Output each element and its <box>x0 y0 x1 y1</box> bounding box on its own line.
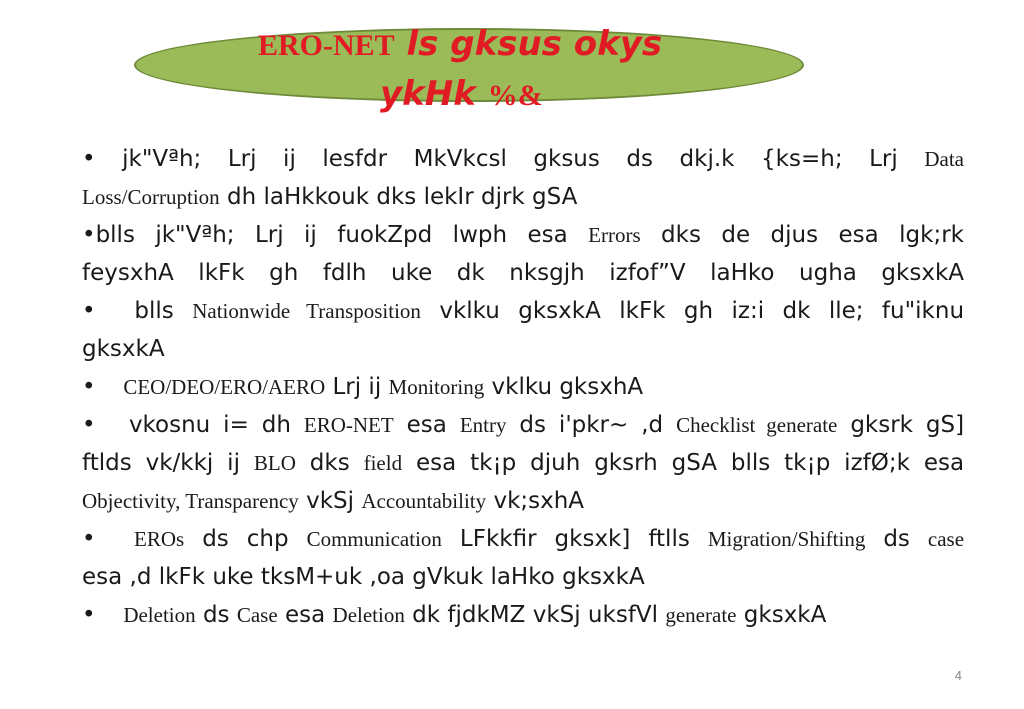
line-text: feysxhA lkFk gh fdlh uke dk nksgjh izfof”V laHko ugha gksxkA <box>82 260 964 286</box>
line-text: esa ,d lkFk uke tksM+uk ,oa gVkuk laHko gksxkA <box>82 564 645 590</box>
line-text: BLO <box>253 451 296 475</box>
body-line-10 <box>82 482 964 520</box>
line-text: gksxkA <box>82 336 165 362</box>
line-text: Objectivity, Transparency <box>82 489 299 513</box>
line-text: ds <box>202 602 230 628</box>
line-text: EROs <box>134 527 185 551</box>
body-line-5 <box>82 292 964 330</box>
slide-title-line1 <box>258 24 778 66</box>
line-text: Checklist generate <box>676 413 838 437</box>
line-text: gksxkA <box>743 602 827 628</box>
line-text: dh laHkkouk dks lekIr djrk gSA <box>226 184 578 210</box>
line-text: Lrj ij <box>332 374 382 400</box>
slide-title-line2 <box>380 74 640 118</box>
body-line-3 <box>82 216 964 254</box>
line-text: Migration/Shifting <box>707 527 866 551</box>
line-text: Accountability <box>361 489 487 513</box>
line-text: Deletion <box>332 603 405 627</box>
line-text: dks de djus esa lgk;rk <box>661 222 964 248</box>
line-text: Entry <box>459 413 507 437</box>
line-text: ds i'pkr~ ,d <box>519 412 664 438</box>
body-line-13 <box>82 596 964 634</box>
line-text: vkosnu i= dh <box>128 412 291 438</box>
line-text: dks <box>309 450 350 476</box>
line-text: dk fjdkMZ vkSj uksfVl <box>412 602 659 628</box>
line-text: •blls jk"Vªh; Lrj ij fuokZpd lwph esa <box>82 222 568 248</box>
line-text: vk;sxhA <box>493 488 585 514</box>
line-text: • jk"Vªh; Lrj ij lesfdr MkVkcsl gksus ds dkj.k {ks=h; Lrj <box>82 146 898 172</box>
title-text-a: ls gksus okys <box>406 24 663 64</box>
line-text: Data <box>924 147 964 171</box>
line-text: esa tk¡p djuh gksrh gSA blls tk¡p izfØ;k esa <box>415 450 965 476</box>
line-text: ftlds vk/kkj ij <box>82 450 240 476</box>
title-ero-net: ERO-NET <box>258 29 395 62</box>
line-text: vklku gksxhA <box>491 374 644 400</box>
bullet: • <box>82 298 96 324</box>
line-text: vklku gksxkA lkFk gh iz:i dk lle; fu"iknu <box>439 298 965 324</box>
line-text: Nationwide Transposition <box>192 299 421 323</box>
line-text: field <box>363 451 403 475</box>
line-text: generate <box>665 603 737 627</box>
line-text: blls <box>134 298 174 324</box>
line-text: gksrk gS] <box>850 412 965 438</box>
line-text: case <box>927 527 965 551</box>
line-text: ERO-NET <box>303 413 394 437</box>
line-text: vkSj <box>306 488 355 514</box>
line-text: Loss/Corruption <box>82 185 220 209</box>
bullet: • <box>82 412 96 438</box>
body-line-6 <box>82 330 964 368</box>
line-text: Communication <box>306 527 442 551</box>
line-text: Errors <box>588 223 641 247</box>
page-number: 4 <box>954 668 962 683</box>
line-text: esa <box>406 412 447 438</box>
slide-body <box>82 140 964 634</box>
bullet: • <box>82 374 96 400</box>
line-text: ds chp <box>202 526 289 552</box>
body-line-4 <box>82 254 964 292</box>
body-line-12 <box>82 558 964 596</box>
body-line-2 <box>82 178 964 216</box>
line-text: Monitoring <box>388 375 485 399</box>
body-line-8 <box>82 406 964 444</box>
line-text: Deletion <box>123 603 196 627</box>
line-text: CEO/DEO/ERO/AERO <box>123 375 326 399</box>
body-line-9 <box>82 444 964 482</box>
line-text: Case <box>236 603 278 627</box>
bullet: • <box>82 526 96 552</box>
title-text-b: ykHk <box>380 74 476 114</box>
body-line-11 <box>82 520 964 558</box>
body-line-1 <box>82 140 964 178</box>
line-text: esa <box>284 602 326 628</box>
body-line-7 <box>82 368 964 406</box>
title-text-c: %& <box>487 79 543 112</box>
line-text: ds <box>883 526 910 552</box>
bullet: • <box>82 602 96 628</box>
line-text: LFkkfir gksxk] ftlls <box>459 526 690 552</box>
